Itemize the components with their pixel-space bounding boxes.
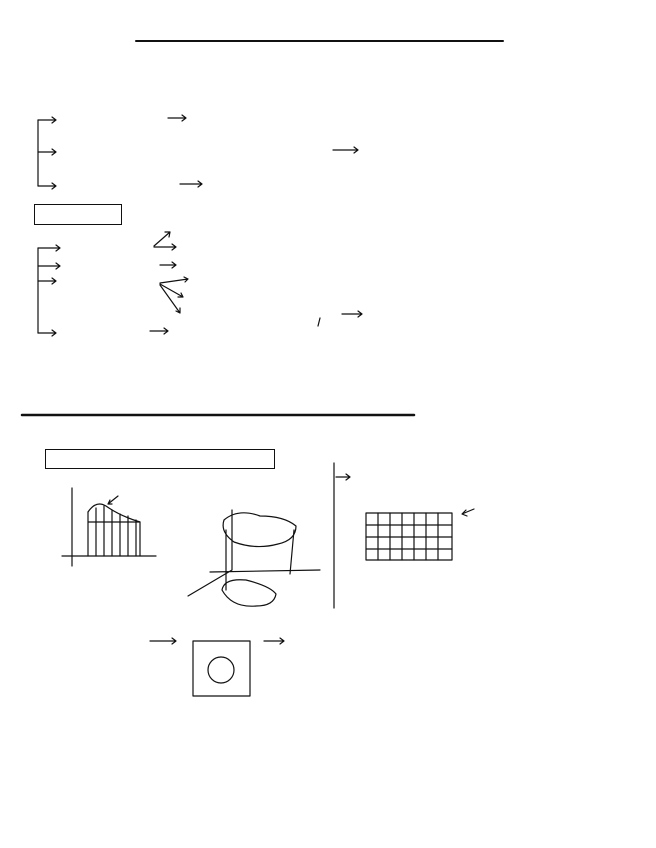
bib-arrow-1	[38, 245, 60, 251]
function-circle	[208, 657, 234, 683]
arrow-libro3-note	[318, 318, 320, 326]
surface-bottom	[222, 580, 276, 606]
arrow-curvas-2	[160, 284, 183, 297]
bibliografia-box	[34, 204, 122, 225]
surface-verticals	[226, 530, 294, 590]
bracket-arrow-3	[38, 183, 56, 189]
graph-curve	[88, 504, 140, 522]
arrow-definimos	[264, 638, 284, 644]
arrow-integracion	[168, 115, 186, 121]
arrow-geometria	[333, 147, 358, 153]
arrow-estudiamos	[336, 474, 350, 480]
function-box	[193, 641, 250, 696]
arrow-teoremas-ref	[150, 328, 168, 334]
funciones-box	[45, 449, 275, 469]
arrow-sea-funcion	[150, 638, 176, 644]
arrow-libro3	[342, 311, 362, 317]
arrow-curvas-1	[160, 277, 188, 283]
bib-arrow-2	[38, 263, 60, 269]
arrow-analisis	[154, 244, 176, 250]
bracket-arrow-2	[38, 149, 56, 155]
graph-bars	[88, 506, 140, 556]
arrow-facil	[462, 509, 474, 516]
arrow-teoremas	[180, 181, 202, 187]
grid-rectangle	[366, 513, 452, 560]
arrow-ucm	[160, 262, 176, 268]
surface-top	[223, 513, 296, 547]
bib-arrow-4	[38, 330, 56, 336]
graph-note-arrow	[108, 496, 118, 504]
arrow-curvas-3	[160, 285, 180, 313]
bib-arrow-3	[38, 278, 56, 284]
graph-axes	[62, 488, 156, 566]
bracket-arrow-1	[38, 117, 56, 123]
arrow-calculus	[154, 232, 170, 246]
surface-axes	[188, 510, 320, 596]
